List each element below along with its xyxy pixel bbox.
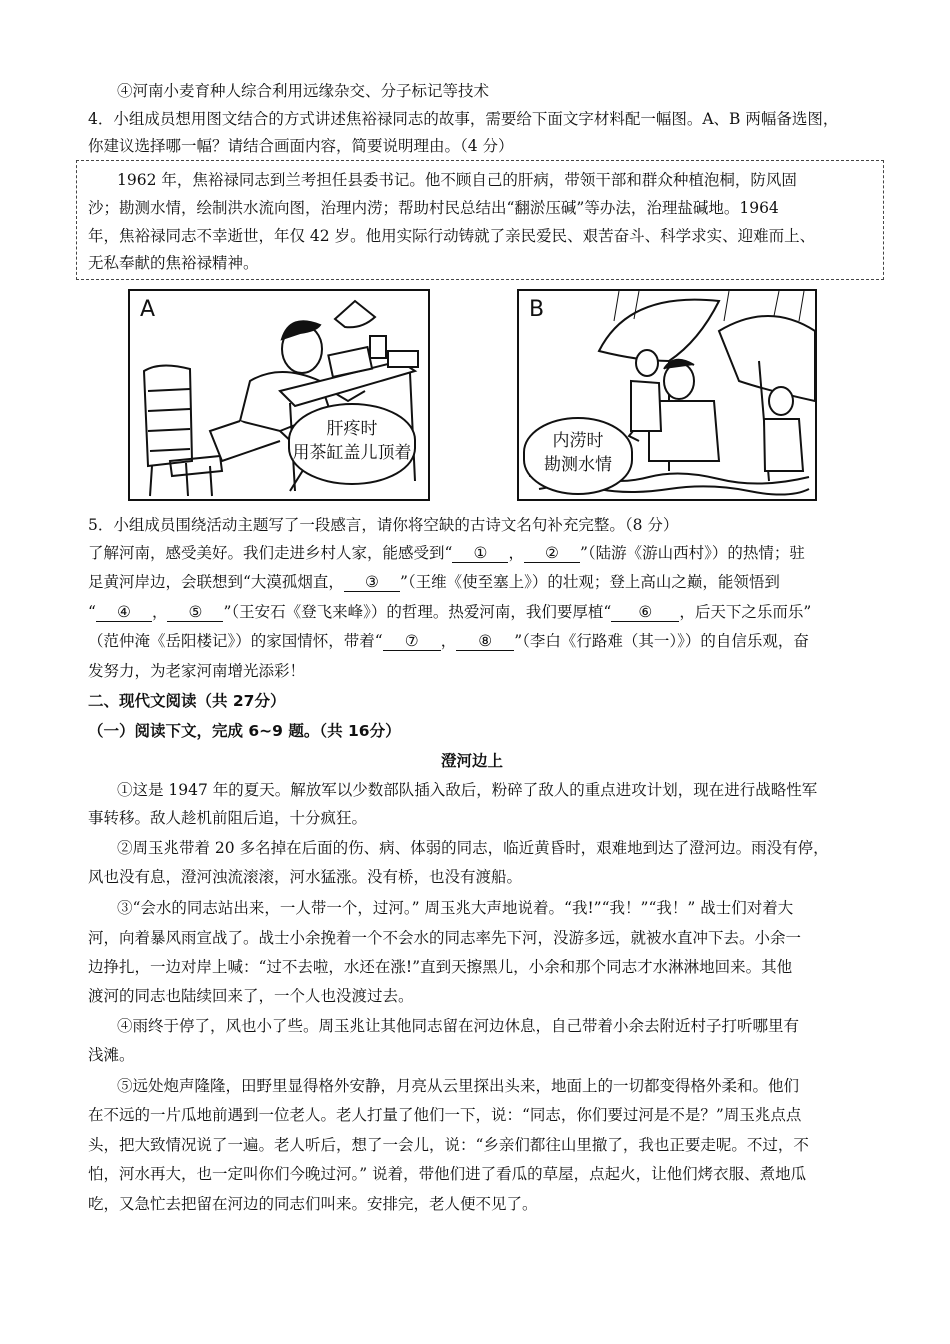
q5-text-1a: 了解河南，感受美好。我们走进乡村人家，能感受到“: [88, 544, 453, 562]
bubble-a-line-1: 肝疼时: [326, 419, 378, 439]
section-2-subtitle: （一）阅读下文，完成 6~9 题。（共 16分）: [88, 722, 401, 740]
speech-bubble-b: [523, 417, 633, 495]
material-box: [76, 160, 884, 280]
q5-text-3b: ”（王安石《登飞来峰》）的哲理。热爱河南，我们要厚植“: [223, 603, 612, 621]
bubble-a-line-2: 用茶缸盖儿顶着: [292, 443, 412, 463]
blank-8[interactable]: ⑧: [456, 632, 514, 651]
q5-text-2a: 足黄河岸边，会联想到“大漠孤烟直，: [88, 573, 344, 591]
illustration-b-label: B: [529, 297, 545, 322]
article-line-1: ①这是 1947 年的夏天。解放军以少数部队插入敌后，粉碎了敌人的重点进攻计划，现在进行战略性军: [117, 781, 818, 799]
q5-comma-4: ，: [151, 603, 168, 621]
q5-text-2b: ”（王维《使至塞上》）的壮观；登上高山之巅，能领悟到: [399, 573, 780, 591]
question-5-line-5: 发努力，为老家河南增光添彩！: [88, 662, 306, 680]
article-line-12: 在不远的一片瓜地前遇到一位老人。老人打量了他们一下，说：“同志，你们要过河是不是？”周玉兆点点: [88, 1106, 802, 1124]
article-title: 澄河边上: [441, 752, 504, 770]
q5-comma-7: ，: [440, 632, 457, 650]
section-2-title: 二、现代文阅读（共 27分）: [88, 692, 286, 710]
article-line-3: ②周玉兆带着 20 多名掉在后面的伤、病、体弱的同志，临近黄昏时，艰难地到达了澄河边。雨没有停，: [117, 839, 829, 857]
article-line-11: ⑤远处炮声隆隆，田野里显得格外安静，月亮从云里探出头来，地面上的一切都变得格外柔和。他们: [117, 1077, 800, 1095]
blank-6[interactable]: ⑥: [611, 603, 679, 622]
blank-1[interactable]: ①: [452, 544, 508, 563]
q5-text-3c: ，后天下之乐而乐”: [679, 603, 812, 621]
blank-5[interactable]: ⑤: [167, 603, 223, 622]
question-5-line-3: [88, 601, 811, 623]
article-line-15: 吃，又急忙去把留在河边的同志们叫来。安排完，老人便不见了。: [88, 1195, 538, 1213]
article-line-14: 怕，河水再大，也一定叫你们今晚过河。” 说着，带他们进了看瓜的草屋，点起火，让他们烤衣服、煮地瓜: [88, 1165, 807, 1183]
article-line-8: 渡河的同志也陆续回来了，一个人也没渡过去。: [88, 987, 414, 1005]
blank-7[interactable]: ⑦: [383, 632, 441, 651]
question-5-line-1: [88, 542, 805, 564]
article-line-6: 河，向着暴风雨宣战了。战士小余挽着一个不会水的同志率先下河，没游多远，就被水直冲下去。小余一: [88, 929, 802, 947]
q5-quote-open: “: [88, 603, 96, 621]
bubble-b-line-2: 勘测水情: [544, 455, 612, 475]
article-line-10: 浅滩。: [88, 1046, 135, 1064]
speech-bubble-a: [288, 403, 416, 485]
article-line-9: ④雨终于停了，风也小了些。周玉兆让其他同志留在河边休息，自己带着小余去附近村子打听哪里有: [117, 1017, 800, 1035]
material-line-1: 1962 年，焦裕禄同志到兰考担任县委书记。他不顾自己的肝病，带领干部和群众种植泡桐，防风固: [117, 171, 797, 189]
blank-3[interactable]: ③: [344, 573, 400, 592]
bubble-b-line-1: 内涝时: [552, 431, 604, 451]
question-5-title: 5．小组成员围绕活动主题写了一段感言，请你将空缺的古诗文名句补充完整。（8 分）: [88, 516, 679, 534]
article-line-7: 边挣扎，一边对岸上喊：“过不去啦，水还在涨!”直到天擦黑儿，小余和那个同志才水淋淋地回来。其他: [88, 958, 793, 976]
illustration-b: [517, 289, 817, 501]
question-4-line-1: 4．小组成员想用图文结合的方式讲述焦裕禄同志的故事，需要给下面文字材料配一幅图。A、B 两幅备选图，: [88, 110, 839, 128]
article-line-13: 头，把大致情况说了一遍。老人听后，想了一会儿，说：“乡亲们都往山里撤了，我也正要走呢。不过，不: [88, 1136, 809, 1154]
q5-text-4b: ”（李白《行路难（其一）》）的自信乐观，奋: [514, 632, 809, 650]
material-line-2: 沙；勘测水情，绘制洪水流向图，治理内涝；帮助村民总结出“翻淤压碱”等办法，治理盐碱地。1964: [88, 199, 779, 217]
line-item-4: ④河南小麦育种人综合利用远缘杂交、分子标记等技术: [117, 82, 490, 100]
q5-text-4a: （范仲淹《岳阳楼记》）的家国情怀，带着“: [88, 632, 383, 650]
material-line-4: 无私奉献的焦裕禄精神。: [88, 254, 259, 272]
article-line-2: 事转移。敌人趁机前阻后追，十分疯狂。: [88, 809, 368, 827]
q5-comma-1: ，: [508, 544, 524, 562]
material-line-3: 年，焦裕禄同志不幸逝世，年仅 42 岁。他用实际行动铸就了亲民爱民、艰苦奋斗、科学求实、迎难而上、: [88, 227, 816, 245]
blank-2[interactable]: ②: [524, 544, 580, 563]
illustration-a-label: A: [140, 297, 156, 322]
illustration-a: [128, 289, 430, 501]
q5-text-1b: ”（陆游《游山西村》）的热情；驻: [579, 544, 805, 562]
question-5-line-4: [88, 630, 809, 652]
question-4-line-2: 你建议选择哪一幅？请结合画面内容，简要说明理由。（4 分）: [88, 137, 514, 155]
article-line-4: 风也没有息，澄河浊流滚滚，河水猛涨。没有桥，也没有渡船。: [88, 868, 523, 886]
blank-4[interactable]: ④: [96, 603, 152, 622]
article-line-5: ③“会水的同志站出来，一人带一个，过河。” 周玉兆大声地说着。“我!”“我！”“我！” 战士们对着大: [117, 899, 794, 917]
question-5-line-2: [88, 571, 780, 593]
